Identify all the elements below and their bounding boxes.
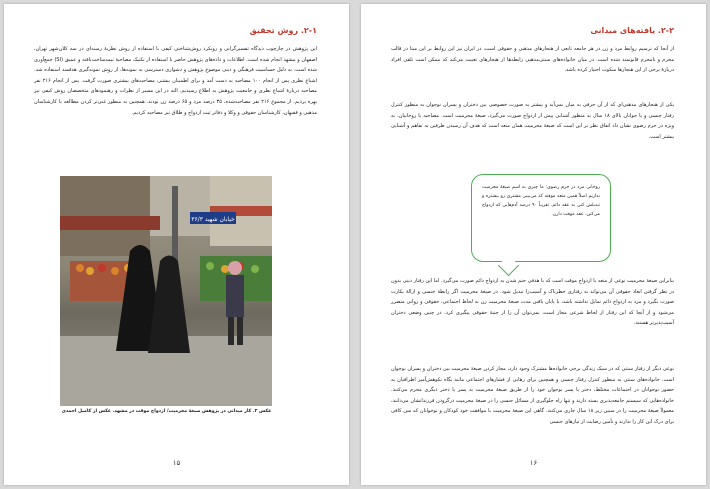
page-number-15: ۱۵ [172,459,181,467]
findings-paragraph-4: نوعی دیگر از رفتار سنتی که در سبک زندگی برخی خانواده‌ها مشترک وجود دارد، مجاز کردن صیغهٔ محرمیت بین دختران و پسران نوجوان است. خانواده‌های سنتی به منظور کنترل رفتار جنسی و همچنین برای رهایی از فشارهای اجتماعی مانند نگاه نکوهش‌آمیز اطرافیان به حضور نوجوانان در اجتماعات مختلط، دختر یا پسر نوجوان خود را از طریق صیغهٔ محرمیت به پسر یا دختر دیگری محرم می‌کنند. خانواده‌هایی که سیستم جامعه‌پذیری بسته دارند و تنها راه جلوگیری از مسائل جنسی را در صیغهٔ محرمیت درگرودن فرزندانشان می‌دانند، معمولاً صیغهٔ محرمیت را در سنین زیر ۱۸ سال جاری می‌کنند. گاهی این صیغهٔ محرمیت با موافقت خود کودکان و نوجوانان که سن کافی برای درک این کار را ندارند و تأمین رضایت از نیازهای جنسی [391,366,674,425]
quote-text: روحانی مرد در حرم رضوی: ما چیزی به اسم صیغهٔ محرمیت نداریم اصلاً همین متعه موقته که می‌بینی مشتری رو بیشتره و تبدیلش کنی به عقد دائم. تقریباً ۹۰ درصد آدم‌هایی که ازدواج می‌کنن، عقد موقت دارن. [482,185,600,217]
street-sign-text: خیابان شهید ۳۶/۳ [191,216,235,223]
quote-bubble [471,174,611,262]
page-16 [361,4,706,485]
findings-paragraph-2: یکی از هنجارهای مذهبی‌ای که از آن حرفی به میان نمی‌آید و بیشتر به صورت خصوصی بین دختران و پسران نوجوان به منظور کنترل رفتار جنسی و یا جوانان بالای ۱۸ سال به منظور آشنایی پیش از ازدواج صورت می‌گیرد، صیغهٔ محرمیت است. مصاحبه با روحانیان، به ویژه در حرم رضوی نشان داد اتفاق نظر بر این است که صیغهٔ محرمیت همان متعه است که هدف آن رسیدن طرفین به تفاهم و آشنایی بیشتر است. [391,102,674,140]
section-heading-method: ۲-۱. روش تحقیق [249,26,317,35]
photo-caption: عکس ۲. کار میدانی در پژوهش صیغهٔ محرمیت/ ازدواج موقت در مشهد. عکس از کامیل احمدی [61,409,272,414]
page-15 [4,4,349,485]
findings-paragraph-1: از آنجا که ترسیم روابط مرد و زن در هر جامعه تابعی از هنجارهای مذهبی و حقوقی است، در ایران نیز این روابط بر این مبنا در قالب محرم و نامحرم قانونمند شده است. در میان خانواده‌های سنتی‌مذهبی رابطه‌ها از هنجارهای تعبیت می‌کند که ممکن است تلقی افراد دربارهٔ برخی از این هنجارها سکوت اختیار کرده باشد. [391,46,674,74]
section-heading-findings: ۲-۲. یافته‌های میدانی [590,26,674,35]
findings-paragraph-3: بنابراین صیغهٔ محرمیت نوعی از متعه یا ازدواج موقت است که با هدفی حتم شدن به ازدواج دائم صورت می‌گیرد. اما این رفتار دینی بدون در نظر گرفتن ابعاد حقوقی آن می‌تواند به رفتاری خطرناک و آسیب‌زا تبدیل شود. در صیغهٔ محرمیت اگر رابطهٔ جنسی و ازالهٔ بکارت صورت بگیرد و مرد به ازدواج دائم تمایل نداشته باشد، با پایان یافتن مدت صیغهٔ محرمیت زن به لحاظ اجتماعی، حقوقی و روانی متضرر می‌شود و از آنجا که این رفتار از لحاظ شرعی مجاز است، نمی‌توان آن را از جنبهٔ حقوقی پیگیری کرد. در چنین وضعی دختران آسیب‌پذیرتر هستند. [391,278,674,327]
method-paragraph: این پژوهش در چارچوب دیدگاه تفسیرگرایی و رویکرد روش‌شناختی کیفی با استفاده از روش نظریهٔ زمینه‌ای در سه کلان‌شهر تهران، اصفهان و مشهد انجام شده است. اطلاعات و داده‌های پژوهش حاضر با استفاده از تکنیک مصاحبهٔ نیمه‌ساخت‌یافته و عمیق (SI) جمع‌آوری شده است. به دلیل حساسیت فرهنگی و دینی موضوع پژوهش و دشواری دسترسی به نمونه‌ها، از روش نمونه‌گیری هدفمند استفاده شد. اشباع نظری پس از انجام ۱۰۰ مصاحبه به دست آمد و برای اطمینان بیشتر، مصاحبه‌های بیشتری صورت گرفت. پس از انجام ۲۱۶ نفر مصاحبه دربارهٔ اشباع نظری و جامعیت پژوهش به اطلاع رسیدیم. الته در این مسیر از نظرات و رهنمودهای متخصصان روش کیفی نیز بهره بردیم. از مجموع ۲۱۶ نفر مصاحبه‌شده، ۳۵ درصد مرد و ۶۵ درصد زن بودند. همچنین به منظور غنی‌تر کردن مطالعه با کارشناسان مذهبی و فقیهان، کارشناسان حقوقی و وکلا و دفاتر ثبت ازدواج و طلاق نیز مصاحبه کردیم. [34,46,317,116]
field-photo [60,176,272,406]
page-number-16: ۱۶ [529,459,538,467]
